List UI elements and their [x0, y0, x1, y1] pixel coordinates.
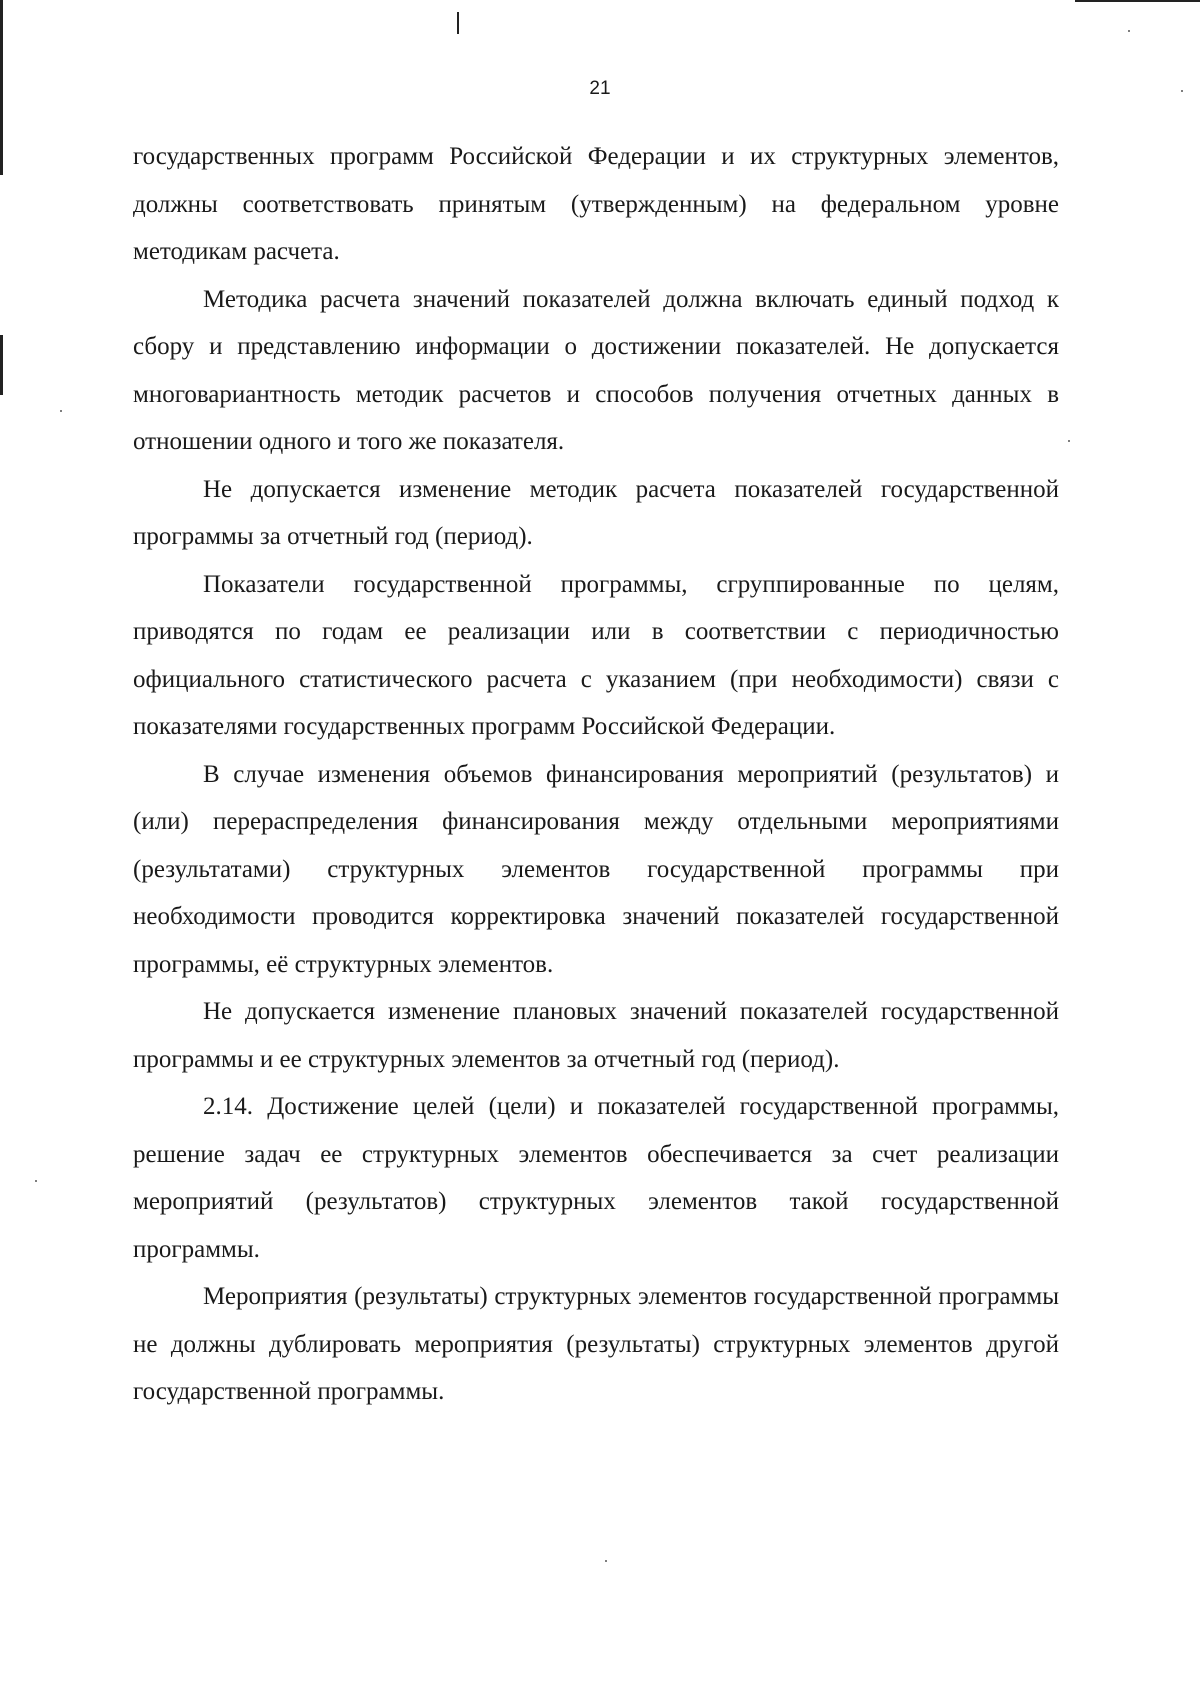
paragraph: 2.14. Достижение целей (цели) и показателей государственной программы, решение задач ее структурных элементов обеспечивается за счет реализации мероприятий (результатов) структурных элементов такой государственной программы.	[133, 1093, 1059, 1263]
paragraph: В случае изменения объемов финансирования мероприятий (результатов) и (или) перераспределения финансирования между отдельными мероприятиями (результатами) структурных элементов государственной программы при необходимости проводится корректировка значений показателей государственной программы, её структурных элементов.	[133, 760, 1059, 978]
scan-speck	[1128, 30, 1130, 32]
paragraph: Показатели государственной программы, сгруппированные по целям, приводятся по годам ее реализации или в соответствии с периодичностью официального статистического расчета с указанием (при необходимости) связи с показателями государственных программ Российской Федерации.	[133, 570, 1059, 740]
scan-edge-mark	[457, 12, 459, 34]
scan-speck	[35, 1180, 37, 1182]
scan-edge-mark	[0, 335, 3, 395]
scan-speck	[60, 410, 62, 412]
paragraph: государственных программ Российской Федерации и их структурных элементов, должны соответствовать принятым (утвержденным) на федеральном уровне методикам расчета.	[133, 143, 1059, 265]
paragraph: Не допускается изменение плановых значений показателей государственной программы и ее структурных элементов за отчетный год (период).	[133, 998, 1059, 1073]
page-number: 21	[589, 78, 611, 99]
body-text	[133, 133, 1059, 1416]
scan-speck	[1068, 440, 1070, 442]
paragraph: Методика расчета значений показателей должна включать единый подход к сбору и представлению информации о достижении показателей. Не допускается многовариантность методик расчетов и способов получения отчетных данных в отношении одного и того же показателя.	[133, 285, 1059, 455]
scan-speck	[605, 1560, 607, 1562]
paragraph: Не допускается изменение методик расчета показателей государственной программы за отчетный год (период).	[133, 475, 1059, 550]
paragraph: Мероприятия (результаты) структурных элементов государственной программы не должны дублировать мероприятия (результаты) структурных элементов другой государственной программы.	[133, 1283, 1059, 1405]
scan-edge-mark	[1075, 0, 1200, 2]
